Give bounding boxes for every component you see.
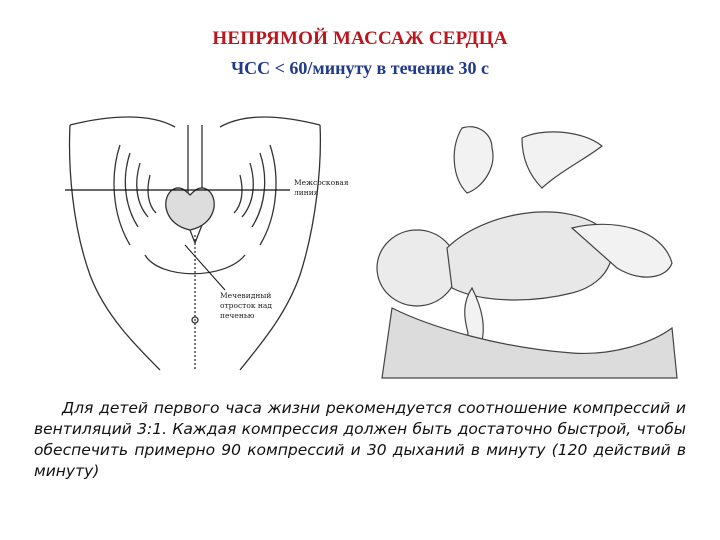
page-subtitle: ЧСС < 60/минуту в течение 30 с: [230, 58, 490, 78]
body-text: Для детей первого часа жизни рекомендуется соотношение компрессий и вентиляций 3:1. Каждая компрессия должен быть достаточно быстрой, чтобы обеспечить примерно 90 компрессий и 30 дыханий в минуту (120 действий в минуту): [34, 399, 686, 480]
infant-compression-illustration: [372, 118, 692, 388]
label-nipple-line-1: Межсосковая: [294, 178, 349, 187]
chest-anatomy-illustration: [50, 105, 350, 380]
label-xiphoid-3: печенью: [220, 311, 255, 320]
label-nipple-line-2: линия: [294, 188, 319, 197]
page-title: НЕПРЯМОЙ МАССАЖ СЕРДЦА: [212, 28, 508, 49]
label-xiphoid-2: отросток над: [220, 301, 273, 310]
label-xiphoid-1: Мечевидный: [220, 291, 272, 300]
